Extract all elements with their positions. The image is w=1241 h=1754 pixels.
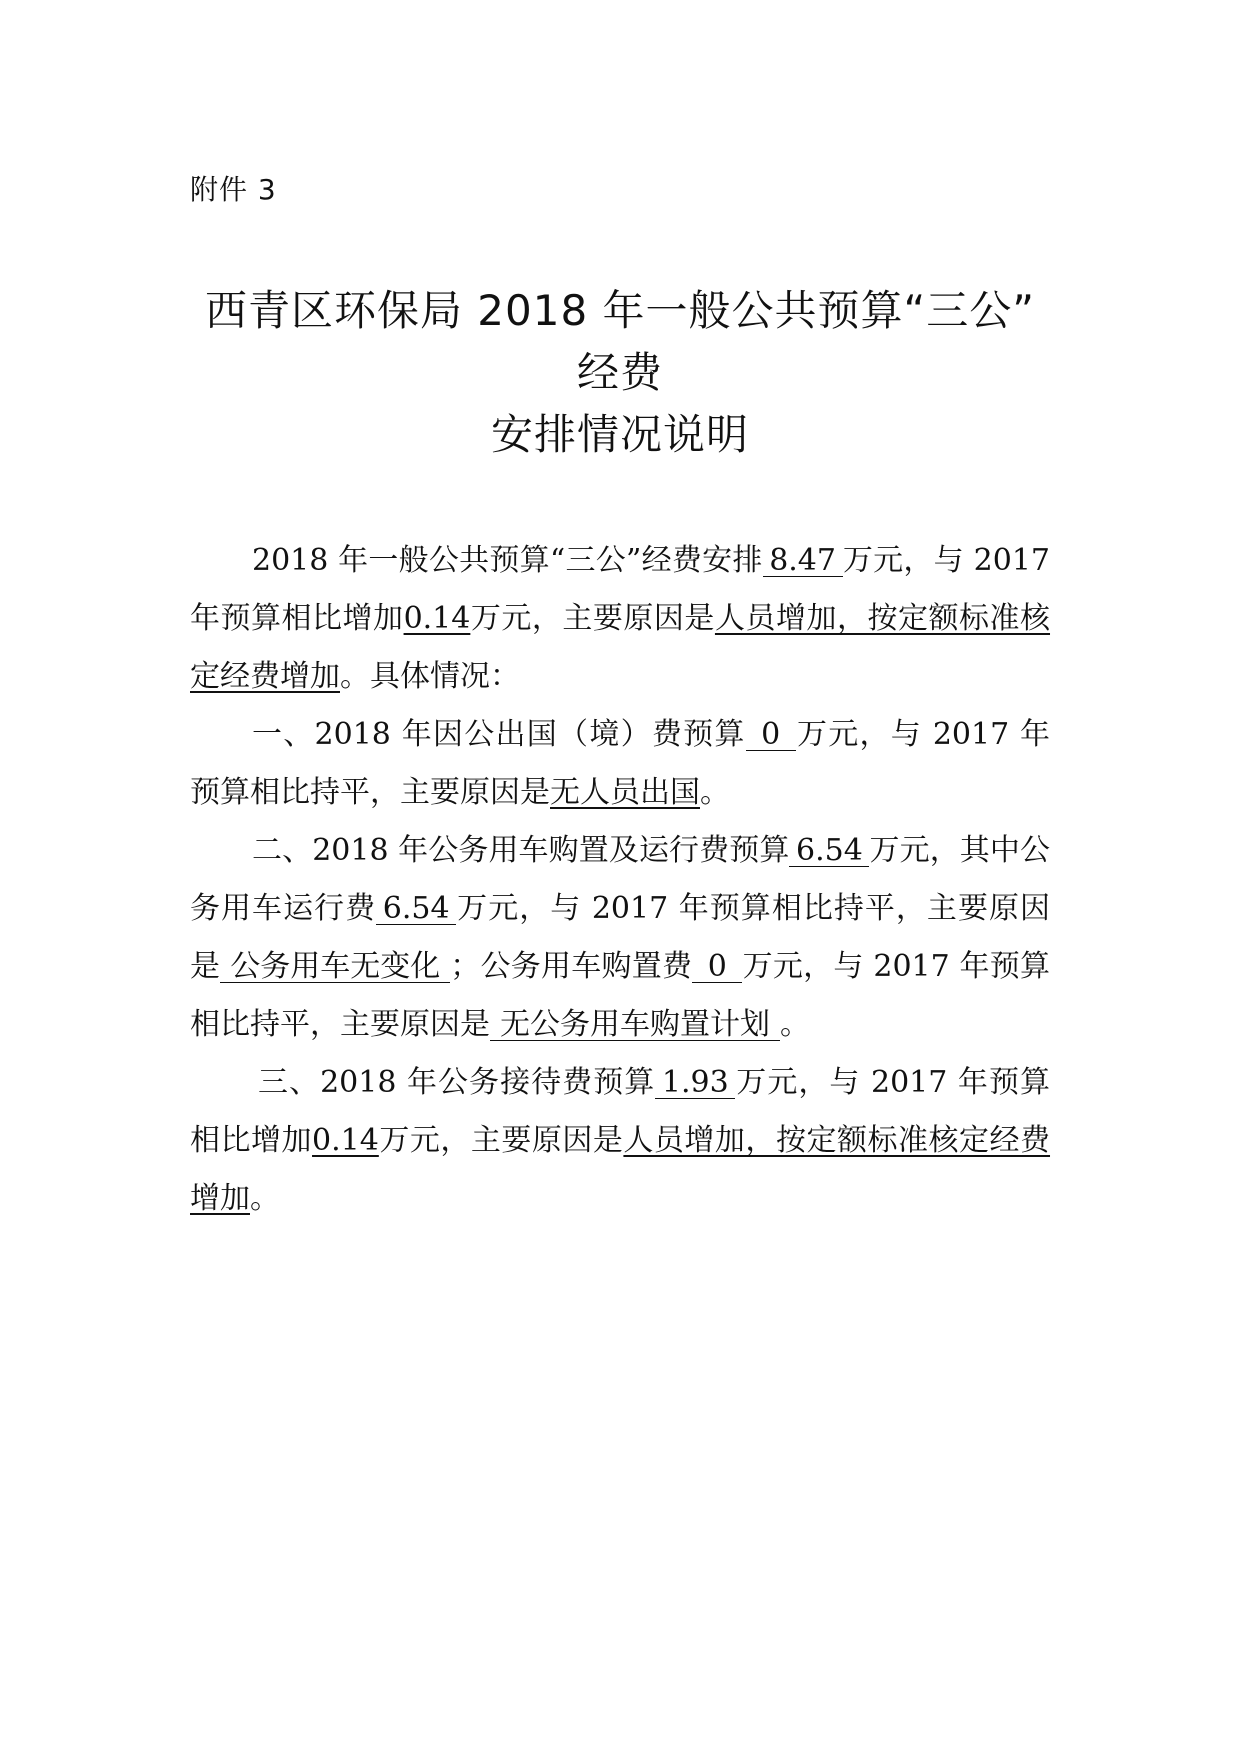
item-1-text-a: 一、2018 年因公出国（境）费预算 xyxy=(252,717,746,752)
intro-increase-value: 0.14 xyxy=(403,601,471,636)
item-3-reason: 人员增加，按定额标准核定经费增加 xyxy=(190,1123,1051,1216)
item-3-text-c: 万元，主要原因是 xyxy=(378,1123,624,1158)
item-3-paragraph xyxy=(190,1054,1050,1228)
item-2-running-reason-field: 公务用车无变化 xyxy=(220,952,450,983)
item-2-running-field: 6.54 xyxy=(376,894,456,925)
item-1-paragraph xyxy=(190,706,1050,822)
item-2-text-e: 万元，与 2017 年预算相比持平，主要原因是 xyxy=(190,949,1051,1042)
document-body xyxy=(190,532,1050,1228)
intro-amount-field: 8.47 xyxy=(763,546,843,577)
title-line-3: 安排情况说明 xyxy=(490,410,749,459)
item-1-text-b: 万元，与 2017 年预算相比持平，主要原因是 xyxy=(190,717,1051,810)
item-2-text-a: 二、2018 年公务用车购置及运行费预算 xyxy=(252,833,790,868)
item-3-text-d: 。 xyxy=(250,1181,280,1216)
item-2-text-b: 万元，其中公务用车运行费 xyxy=(190,833,1050,926)
item-2-text-f: 。 xyxy=(780,1007,810,1042)
item-2-paragraph xyxy=(190,822,1050,1054)
item-3-increase-value: 0.14 xyxy=(312,1123,379,1158)
intro-text-d: 。具体情况： xyxy=(340,659,520,694)
item-3-text-a: 三、2018 年公务接待费预算 xyxy=(258,1065,656,1100)
item-2-purchase-field: 0 xyxy=(692,952,742,983)
attachment-label: 附件 3 xyxy=(190,173,277,206)
item-2-text-d: ；公务用车购置费 xyxy=(450,949,693,984)
item-2-total-field: 6.54 xyxy=(789,836,869,867)
item-1-reason: 无人员出国 xyxy=(550,775,700,810)
item-1-amount-field: 0 xyxy=(746,720,796,751)
item-1-text-c: 。 xyxy=(700,775,730,810)
item-3-amount-field: 1.93 xyxy=(655,1068,735,1099)
title-line-2: 经费 xyxy=(576,348,663,397)
intro-reason: 人员增加，按定额标准核定经费增加 xyxy=(190,601,1051,694)
item-3-text-b: 万元，与 2017 年预算相比增加 xyxy=(190,1065,1050,1158)
item-2-purchase-reason-field: 无公务用车购置计划 xyxy=(490,1010,780,1041)
intro-text-b: 万元，与 2017 年预算相比增加 xyxy=(190,543,1050,636)
title-line-1: 西青区环保局 2018 年一般公共预算“三公” xyxy=(204,286,1036,335)
item-2-text-c: 万元，与 2017 年预算相比持平，主要原因是 xyxy=(190,891,1051,984)
intro-paragraph xyxy=(190,532,1050,706)
document-title xyxy=(150,280,1090,466)
intro-text-a: 2018 年一般公共预算“三公”经费安排 xyxy=(252,543,763,578)
intro-text-c: 万元，主要原因是 xyxy=(470,601,715,636)
